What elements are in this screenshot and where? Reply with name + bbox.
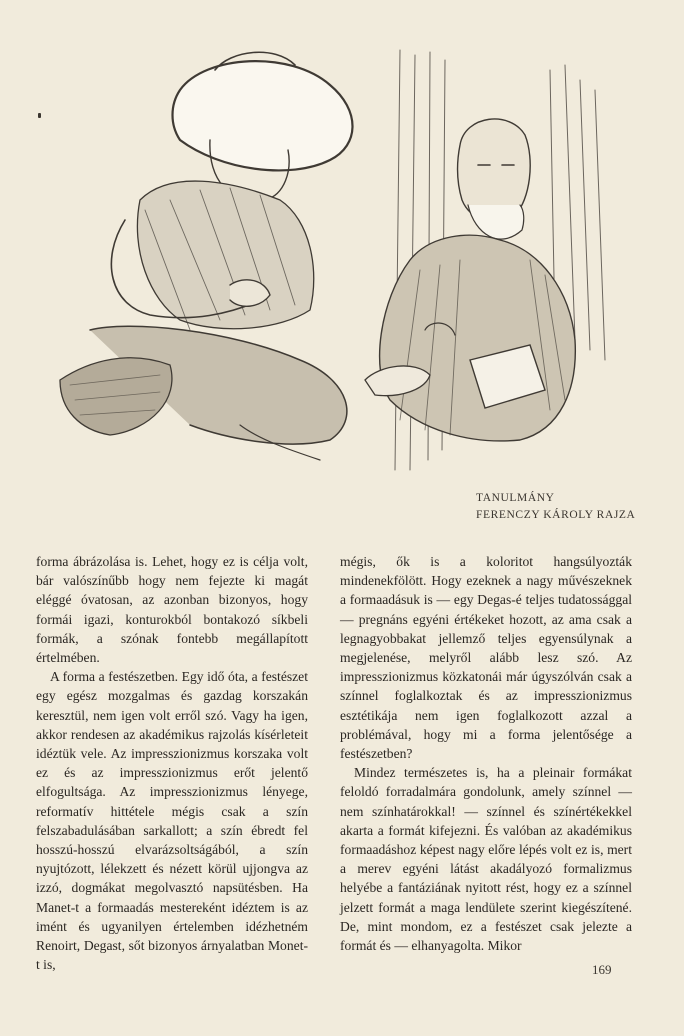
text-column-right (340, 552, 632, 955)
caption-title: TANULMÁNY (476, 492, 555, 504)
paragraph: forma ábrázolása is. Lehet, hogy ez is célja volt, bár valószínűbb hogy nem fejezte ki magát eléggé óvatosan, az azonban bizonyos, hogy formái igazi, konturokból bontakozó síkbeli formák, a szónak fontebb megállapított értelmében. (36, 554, 308, 666)
text-column-left (36, 552, 308, 974)
drawing-illustration (30, 30, 630, 485)
illustration-caption (476, 490, 656, 524)
caption-credit: FERENCZY KÁROLY RAJZA (476, 509, 636, 521)
page-number: 169 (592, 962, 612, 977)
paragraph: mégis, ők is a koloritot hangsúlyozták mindenekfölött. Hogy ezeknek a nagy művészeknek a formaadásuk is — egy Degas-é teljes tudatossággal — pregnáns egyéni értékeket hozott, az ama csak a legnagyobbakat jellemző teljes egyensúlynak a megjelenése, melyről alább lesz szó. Az impresszionizmus közkatonái már úgyszólván csak a színnel foglalkoztak és az impresszionizmus esztétikája nem igen foglalkozott azzal a problémával, hogy mi a forma jelentősége a festészetben? (340, 554, 632, 762)
paragraph: A forma a festészetben. Egy idő óta, a festészet egy egész mozgalmas és gazdag korszakán keresztül, nem igen volt erről szó. Vagy ha igen, akkor rendesen az akadémikus rajzolás kísérleteit idéztük vele. Az impresszionizmus korszaka volt ez és az impresszionizmus erőt jelentő elfogultsága. Az impresszionizmus lényege, reformatív hittétele mégis csak a szín felszabadulásában sarkallott; a szín ébredt fel hosszú-hosszú elvarázsoltságából, a szín nyujtózott, lélekzett és nézett körül ujjongva az izzó, dogmákat megolvasztó napsütésben. Ha Manet-t a formaadás mestereként idéztem is az imént és ugyanilyen értelemben idézhetném Renoirt, Degast, sőt bizonyos árnyalatban Monet-t is, (36, 669, 308, 973)
paragraph: Mindez természetes is, ha a pleinair formákat feloldó forradalmára gondolunk, amely színnel — nem színhatárokkal! — színnel és színértékekkel akarta a formát kifejezni. És valóban az akadémikus formaadáshoz képest nagy előre lépés volt ez is, mert a merev egyéni látást akadályozó formalizmus helyébe a fantáziának nyitott rést, hogy ez a színnel jelzett formát a maga lendülete szerint kiegészítené. De, mint mondom, ez a festészet csak jelezte a formát és — elhanyagolta. Mikor (340, 765, 632, 954)
